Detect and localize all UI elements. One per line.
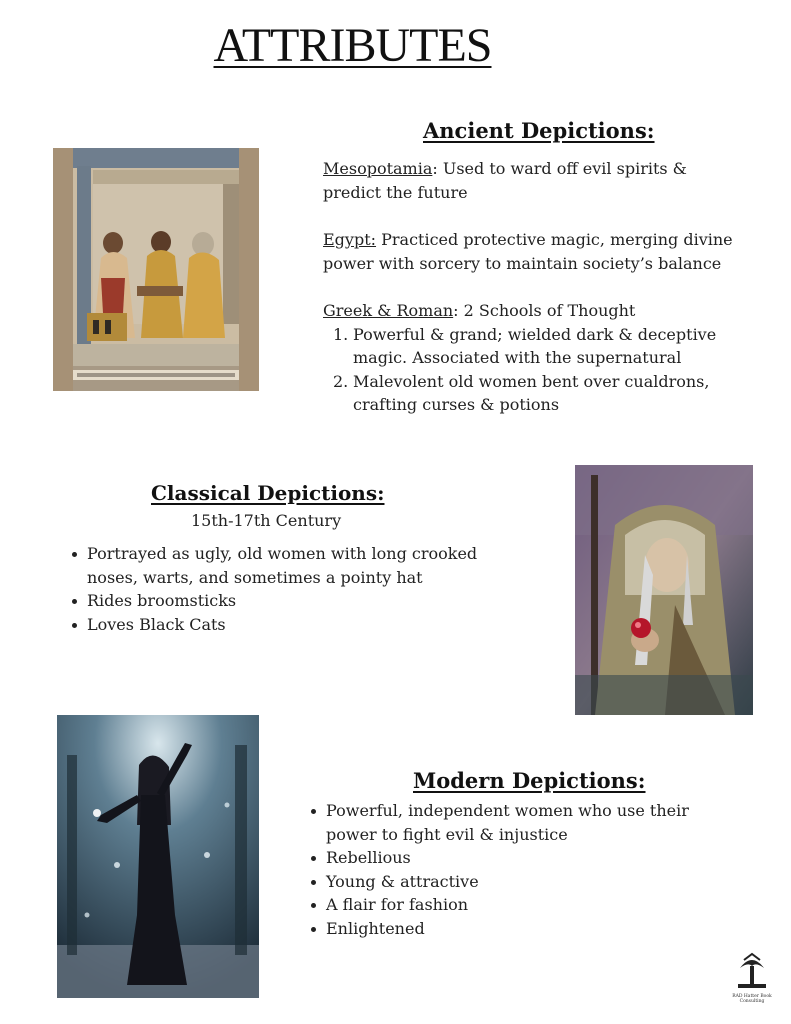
- egypt-label: Egypt:: [323, 230, 377, 249]
- greek-roman-paragraph: [323, 299, 743, 323]
- classical-heading: Classical Depictions:: [151, 481, 385, 505]
- list-item: Portrayed as ugly, old women with long crooked noses, warts, and sometimes a pointy hat: [70, 542, 490, 589]
- ancient-text-block: [323, 157, 743, 417]
- list-number: 2.: [333, 371, 349, 391]
- egypt-text: Practiced protective magic, merging divine power with sorcery to maintain society’s balance: [323, 230, 733, 273]
- classical-subheading: 15th-17th Century: [191, 511, 342, 530]
- modern-witch-image: [57, 715, 259, 998]
- list-item: [323, 323, 743, 370]
- list-item: Loves Black Cats: [70, 613, 490, 637]
- list-item: Young & attractive: [309, 870, 729, 894]
- ancient-heading: Ancient Depictions:: [423, 118, 655, 143]
- list-item: Enlightened: [309, 917, 729, 941]
- logo-text: RAD Hatter Book Consulting: [732, 994, 772, 1004]
- greek-roman-label: Greek & Roman: [323, 301, 454, 320]
- brand-logo: [726, 950, 778, 1010]
- list-number: 1.: [333, 324, 349, 344]
- old-witch-image: [575, 465, 753, 715]
- list-item: Rebellious: [309, 846, 729, 870]
- mesopotamia-text: : Used to ward off evil spirits & predict the future: [323, 159, 687, 202]
- list-item: A flair for fashion: [309, 893, 729, 917]
- list-item: Powerful, independent women who use their power to fight evil & injustice: [309, 799, 729, 846]
- modern-heading: Modern Depictions:: [413, 768, 646, 793]
- list-item: [323, 370, 743, 417]
- ancient-mosaic-image: [53, 148, 259, 391]
- mesopotamia-label: Mesopotamia: [323, 159, 433, 178]
- classical-list: [70, 542, 490, 636]
- mesopotamia-paragraph: [323, 157, 743, 204]
- tree-logo-icon: [726, 950, 778, 990]
- modern-list: [309, 799, 729, 940]
- schools-list: [323, 323, 743, 417]
- egypt-paragraph: [323, 228, 743, 275]
- page-title: ATTRIBUTES: [213, 19, 492, 72]
- list-item-text: Powerful & grand; wielded dark & deceptive magic. Associated with the supernatural: [353, 324, 717, 367]
- list-item-text: Malevolent old women bent over cualdrons, crafting curses & potions: [353, 371, 710, 414]
- list-item: Rides broomsticks: [70, 589, 490, 613]
- greek-roman-text: : 2 Schools of Thought: [453, 301, 636, 320]
